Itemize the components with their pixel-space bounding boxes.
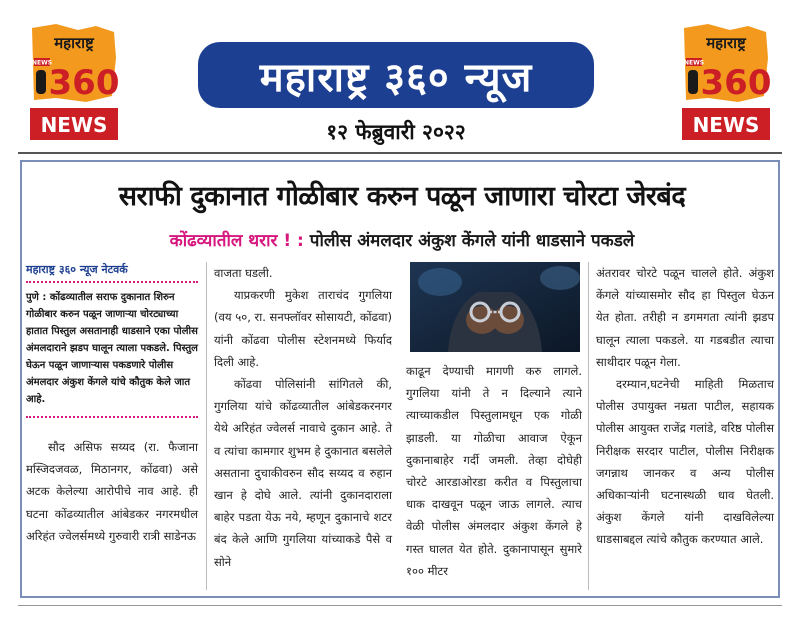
masthead-title: महाराष्ट्र ३६० न्यूज xyxy=(259,54,533,101)
column-2-paragraph: वाजता घडली. xyxy=(214,266,273,280)
maharashtra-360-logo-icon xyxy=(678,18,774,146)
column-2-paragraph: कोंढवा पोलिसांनी सांगितले की, गुगलिया यांचे कोंढव्यातील आंबेडकरनगर येथे अरिहंत ज्वेलर्स नावाचे दुकान आहे. ते व त्यांचा कामगार शुभम हे दुकानात बसलेले असताना दुचाकीवरुन सौद सय्यद व रुहान खान हे दोघे आले. त्यांनी दुकानदाराला बाहेर पडता येऊ नये, म्हणून दुकानाचे शटर बंद केले आणि गुगलिया यांच्याकडे पैसे व सोने xyxy=(214,377,392,569)
logo-bottom-text: NEWS xyxy=(40,113,108,137)
logo-bottom-text: NEWS xyxy=(692,113,760,137)
article-summary: पुणे : कोंढव्यातील सराफ दुकानात शिरुन गोळीबार करुन पळून जाणाऱ्या चोरट्याच्या हातात पिस्तुल असतानाही धाडसाने एका पोलीस अंमलदाराने झडप घालून त्याला पकडले. पिस्तुल घेऊन पळून जाणाऱ्यास पकडणारे पोलीस अंमलदार अंकुश केंगले यांचे कौतुक केले जात आहे. xyxy=(26,283,198,418)
column-2-paragraph: याप्रकरणी मुकेश ताराचंद गुगलिया (वय ५०, रा. सनफ्लॉवर सोसायटी, कोंढवा) यांनी कोंढवा पोलीस स्टेशनमध्ये फिर्याद दिली आहे. xyxy=(214,288,392,369)
logo-top-text: महाराष्ट्र xyxy=(706,34,746,52)
article-subheadline xyxy=(22,228,782,251)
article-column-2 xyxy=(214,262,392,573)
logo-mini-tag: NEWS xyxy=(683,59,705,67)
subheadline-kicker: कोंढव्यातील थरार ! : xyxy=(169,231,304,251)
column-divider xyxy=(206,262,207,590)
logo-top-text: महाराष्ट्र xyxy=(54,34,94,52)
article-column-1 xyxy=(26,262,198,547)
article-frame xyxy=(20,160,780,598)
header-rule xyxy=(18,152,782,154)
article-byline: महाराष्ट्र ३६० न्यूज नेटवर्क xyxy=(26,262,198,283)
logo-number: 360 xyxy=(700,63,772,103)
column-4-paragraph: अंतरावर चोरटे पळून चालले होते. अंकुश केंगले यांच्यासमोर सौद हा पिस्तुल घेऊन येत होता. तरीही न डगमगता त्यांनी झडप घालून त्याला पकडले. या गडबडीत त्याचा साथीदार पळून गेला. xyxy=(596,266,774,369)
column-1-body: सौद असिफ सय्यद (रा. फैजाना मस्जिदजवळ, मिठानगर, कोंढवा) असे अटक केलेल्या आरोपीचे नाव आहे. ही घटना कोंढव्यातील आंबेडकर नगरमधील अरिहंत ज्वेलर्समध्ये गुरुवारी रात्री साडेनऊ xyxy=(26,440,198,543)
subheadline-text: पोलीस अंमलदार अंकुश केंगले यांनी धाडसाने पकडले xyxy=(309,231,635,251)
column-3-paragraph: काढून देण्याची मागणी करु लागले. गुगलिया यांनी ते न दिल्याने त्याने त्याच्याकडील पिस्तुलामधून एक गोळी झाडली. या गोळीचा आवाज ऐकून दुकानाबाहेर गर्दी जमली. तेव्हा दोघेही चोरटे आरडाओरडा करीत व पिस्तुलाचा धाक दाखवून पळून जाऊ लागले. त्याच वेळी पोलीस अंमलदार अंकुश केंगले हे गस्त घालत येत होते. दुकानापासून सुमारे १०० मीटर xyxy=(406,364,582,578)
maharashtra-360-logo-icon xyxy=(26,18,122,146)
article-column-3 xyxy=(406,262,582,582)
logo-number: 360 xyxy=(48,63,120,103)
logo-left xyxy=(26,18,122,146)
logo-mini-tag: NEWS xyxy=(31,59,53,67)
column-4-paragraph: दरम्यान,घटनेची माहिती मिळताच पोलीस उपायुक्त नम्रता पाटील, सहायक पोलीस आयुक्त राजेंद्र गलांडे, वरिष्ठ पोलीस निरीक्षक सरदार पाटील, पोलीस निरीक्षक जगन्नाथ जानकर व अन्य पोलीस अधिकाऱ्यांनी घटनास्थळी धाव घेतली. अंकुश केंगले यांनी दाखविलेल्या धाडसाबद्दल त्यांचे कौतुक करण्यात आले. xyxy=(596,377,774,547)
article-headline: सराफी दुकानात गोळीबार करुन पळून जाणारा चोरटा जेरबंद xyxy=(118,181,686,212)
logo-right xyxy=(678,18,774,146)
handcuffs-photo-icon xyxy=(410,262,580,352)
column-divider xyxy=(588,262,589,590)
article-column-4 xyxy=(596,262,774,551)
footer-rule xyxy=(18,605,782,606)
masthead-banner xyxy=(198,42,594,108)
publication-date: १२ फेब्रुवारी २०२२ xyxy=(326,120,466,144)
